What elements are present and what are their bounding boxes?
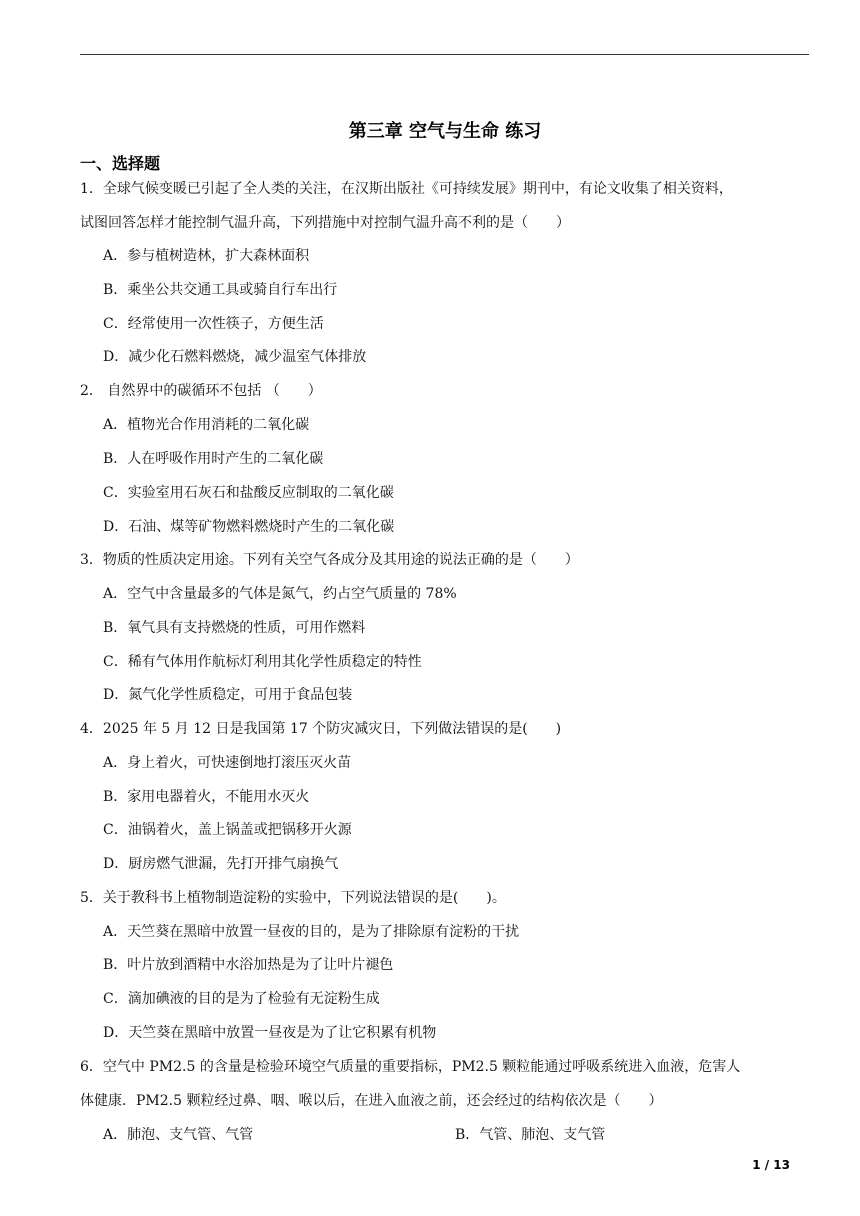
question-3-option-d: D．氮气化学性质稳定，可用于食品包装 (103, 687, 353, 703)
question-4-option-a: A．身上着火，可快速倒地打滚压灭火苗 (103, 755, 352, 771)
question-4-option-b: B．家用电器着火，不能用水灭火 (103, 789, 310, 805)
section-heading: 一、选择题 (80, 154, 161, 173)
question-1-option-a: A．参与植树造林，扩大森林面积 (103, 248, 310, 264)
question-5-option-c: C．滴加碘液的目的是为了检验有无淀粉生成 (103, 991, 380, 1007)
question-4-option-d: D．厨房燃气泄漏，先打开排气扇换气 (103, 856, 339, 872)
question-4-stem: 4．2025 年 5 月 12 日是我国第 17 个防灾减灾日，下列做法错误的是( ) (80, 721, 562, 737)
question-5-option-a: A．天竺葵在黑暗中放置一昼夜的目的，是为了排除原有淀粉的干扰 (103, 924, 520, 940)
question-6-option-a: A．肺泡、支气管、气管 (103, 1127, 254, 1143)
page-number: 1 / 13 (752, 1158, 790, 1172)
question-1-option-d: D．减少化石燃料燃烧，减少温室气体排放 (103, 349, 367, 365)
question-3-option-a: A．空气中含量最多的气体是氮气，约占空气质量的 78% (103, 586, 457, 602)
question-2-option-c: C．实验室用石灰石和盐酸反应制取的二氧化碳 (103, 485, 394, 501)
question-3-option-b: B．氧气具有支持燃烧的性质，可用作燃料 (103, 620, 366, 636)
question-1-option-b: B．乘坐公共交通工具或骑自行车出行 (103, 282, 338, 298)
question-2-option-d: D．石油、煤等矿物燃料燃烧时产生的二氧化碳 (103, 519, 395, 535)
question-1-stem-line-1: 1．全球气候变暖已引起了全人类的关注，在汉斯出版社《可持续发展》期刊中，有论文收集了相关资料， (80, 181, 733, 197)
question-5-option-d: D．天竺葵在黑暗中放置一昼夜是为了让它积累有机物 (103, 1025, 437, 1041)
question-5-option-b: B．叶片放到酒精中水浴加热是为了让叶片褪色 (103, 957, 394, 973)
question-1-stem-line-2: 试图回答怎样才能控制气温升高，下列措施中对控制气温升高不利的是（ ） (80, 215, 570, 231)
question-5-stem: 5．关于教科书上植物制造淀粉的实验中，下列说法错误的是( )。 (80, 890, 506, 906)
question-6-option-b: B．气管、肺泡、支气管 (455, 1127, 606, 1143)
question-1-option-c: C．经常使用一次性筷子，方便生活 (103, 316, 324, 332)
question-6-stem-line-1: 6．空气中 PM2.5 的含量是检验环境空气质量的重要指标，PM2.5 颗粒能通过呼吸系统进入血液，危害人 (80, 1059, 741, 1075)
question-2-option-a: A．植物光合作用消耗的二氧化碳 (103, 417, 310, 433)
question-2-stem: 2． 自然界中的碳循环不包括 （ ） (80, 383, 322, 399)
question-2-option-b: B．人在呼吸作用时产生的二氧化碳 (103, 451, 324, 467)
question-4-option-c: C．油锅着火，盖上锅盖或把锅移开火源 (103, 822, 352, 838)
question-3-option-c: C．稀有气体用作航标灯利用其化学性质稳定的特性 (103, 654, 422, 670)
question-6-stem-line-2: 体健康．PM2.5 颗粒经过鼻、咽、喉以后，在进入血液之前，还会经过的结构依次是（ ） (80, 1093, 663, 1109)
question-3-stem: 3．物质的性质决定用途。下列有关空气各成分及其用途的说法正确的是（ ） (80, 552, 579, 568)
page-title: 第三章 空气与生命 练习 (348, 121, 542, 142)
header-rule (80, 54, 809, 55)
